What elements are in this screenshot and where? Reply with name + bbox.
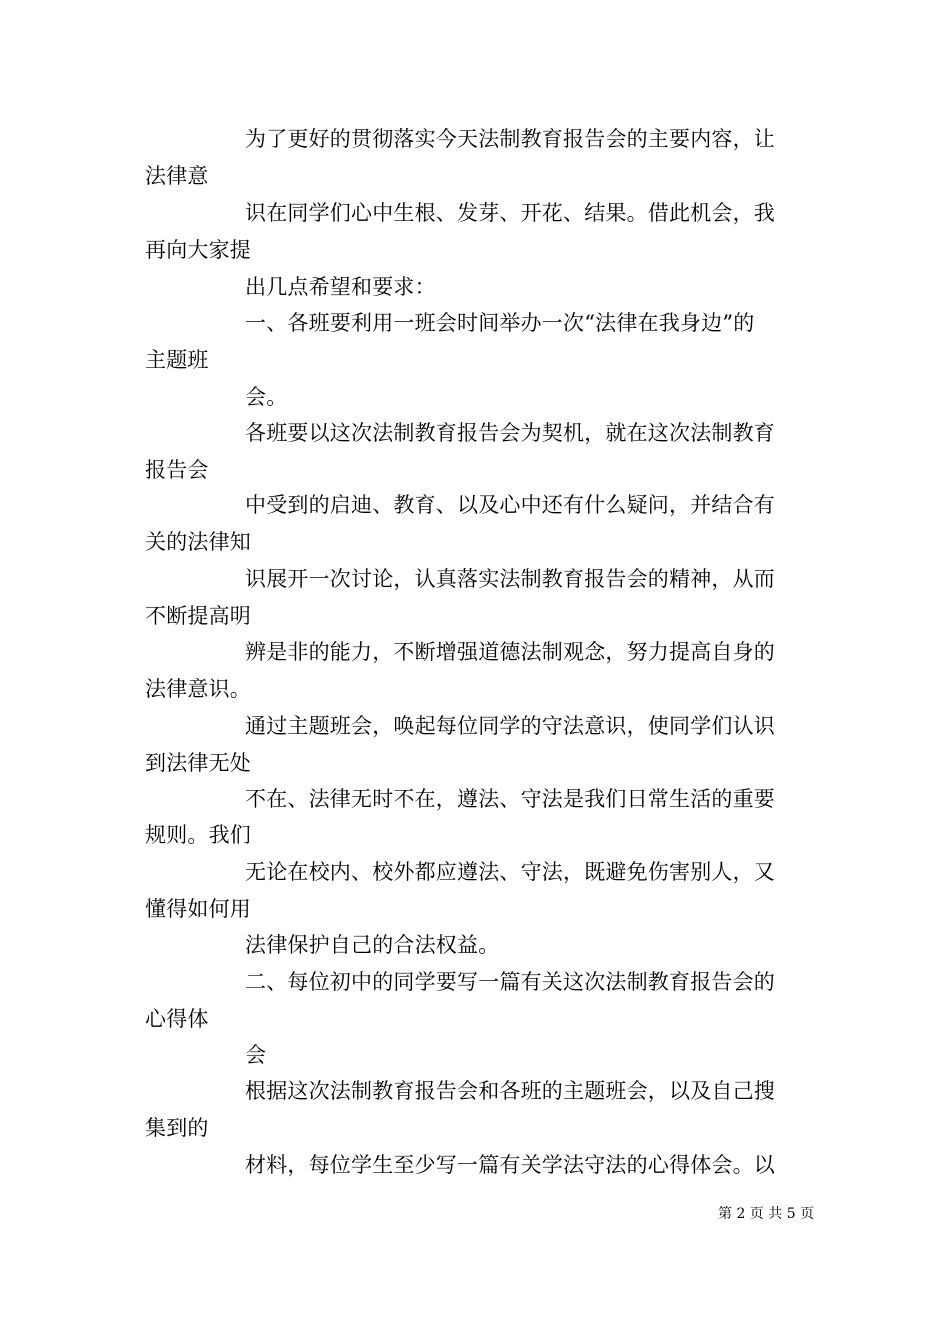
- text-line: 一、各班要利用一班会时间举办一次“法律在我身边”的: [245, 311, 755, 335]
- text-line: 会: [245, 1043, 267, 1067]
- text-line: 会。: [245, 385, 288, 409]
- text-line: 通过主题班会，唤起每位同学的守法意识，使同学们认识: [245, 714, 775, 738]
- text-line: 识在同学们心中生根、发芽、开花、结果。借此机会，我: [245, 201, 775, 225]
- text-line: 材料，每位学生至少写一篇有关学法守法的心得体会。以: [245, 1153, 775, 1177]
- text-line: 中受到的启迪、教育、以及心中还有什么疑问，并结合有: [245, 493, 775, 517]
- text-line: 到法律无处: [145, 751, 251, 775]
- text-line: 各班要以这次法制教育报告会为契机，就在这次法制教育: [245, 421, 775, 445]
- text-line: 规则。我们: [145, 823, 251, 847]
- text-line: 主题班: [145, 348, 209, 372]
- text-line: 识展开一次讨论，认真落实法制教育报告会的精神，从而: [245, 567, 775, 591]
- text-line: 二、每位初中的同学要写一篇有关这次法制教育报告会的: [245, 970, 775, 994]
- text-line: 根据这次法制教育报告会和各班的主题班会，以及自己搜: [245, 1079, 775, 1103]
- text-line: 集到的: [145, 1116, 209, 1140]
- text-line: 报告会: [145, 458, 209, 482]
- text-line: 不在、法律无时不在，遵法、守法是我们日常生活的重要: [245, 787, 775, 811]
- text-line: 辨是非的能力，不断增强道德法制观念，努力提高自身的: [245, 640, 775, 664]
- page-number: 第 2 页 共 5 页: [718, 1206, 815, 1222]
- text-line: 不断提高明: [145, 604, 251, 628]
- text-line: 关的法律知: [145, 530, 251, 554]
- text-line: 懂得如何用: [145, 897, 251, 921]
- text-line: 法律保护自己的合法权益。: [245, 933, 500, 957]
- text-line: 心得体: [145, 1007, 209, 1031]
- text-line: 再向大家提: [145, 238, 251, 262]
- text-line: 为了更好的贯彻落实今天法制教育报告会的主要内容，让: [245, 127, 775, 151]
- text-line: 法律意: [145, 164, 209, 188]
- text-line: 无论在校内、校外都应遵法、守法，既避免伤害别人，又: [245, 860, 775, 884]
- text-line: 法律意识。: [145, 677, 251, 701]
- text-line: 出几点希望和要求：: [245, 275, 436, 299]
